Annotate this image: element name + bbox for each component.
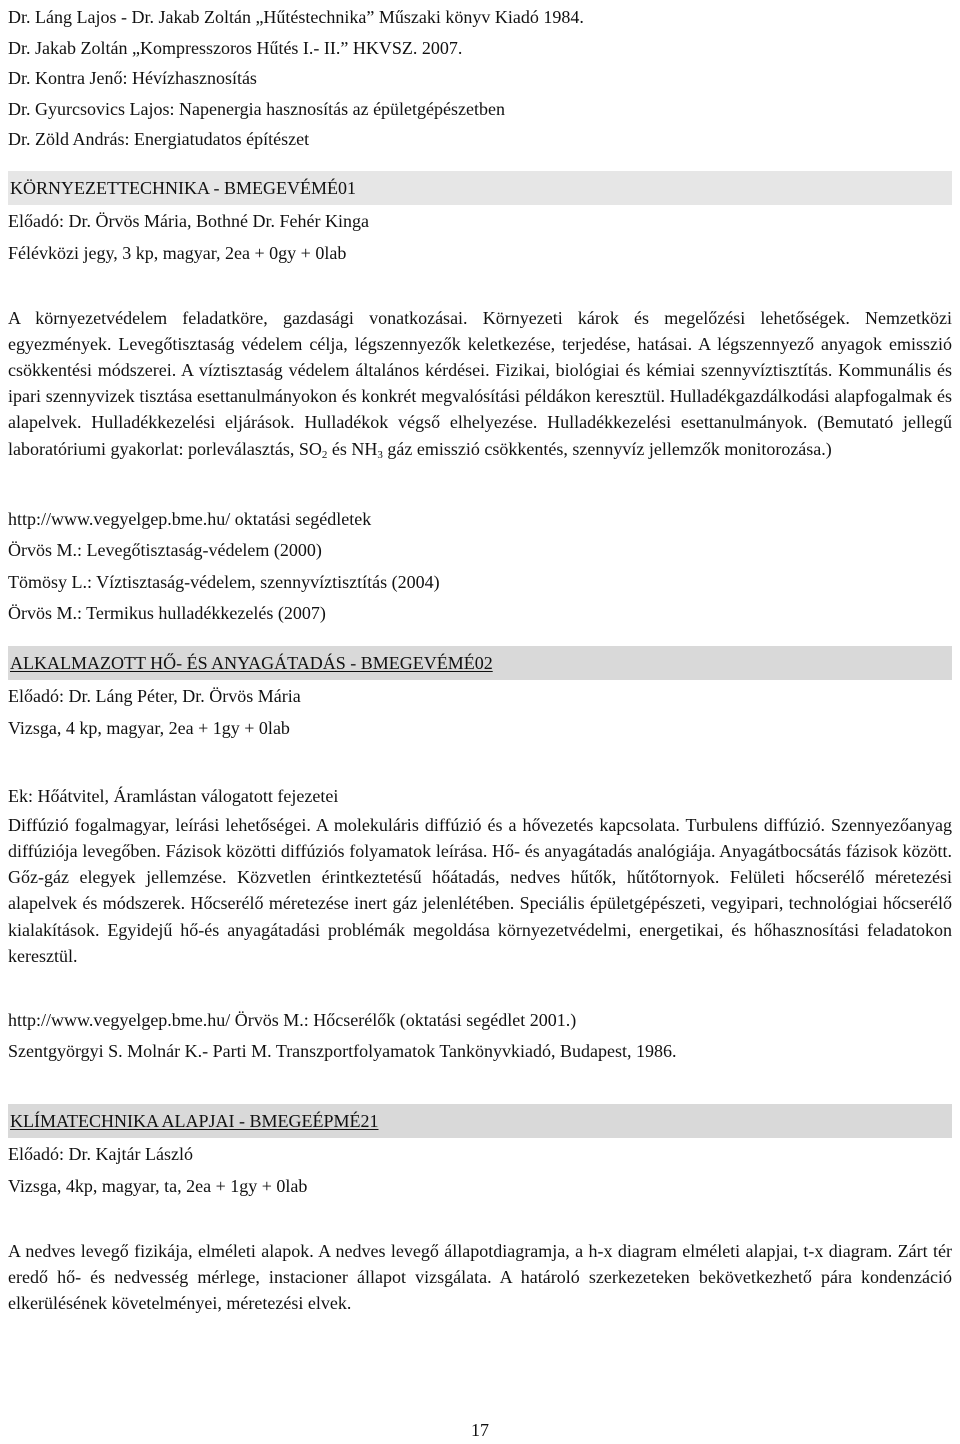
course-lecturer: Előadó: Dr. Láng Péter, Dr. Örvös Mária	[8, 685, 301, 706]
top-references	[8, 0, 952, 155]
reference-line: http://www.vegyelgep.bme.hu/ oktatási segédletek	[8, 508, 372, 529]
reference-line: Dr. Kontra Jenő: Hévízhasznosítás	[8, 68, 257, 88]
course-title: ALKALMAZOTT HŐ- ÉS ANYAGÁTADÁS - BMEGEVÉMÉ02	[8, 646, 952, 680]
reference-line: http://www.vegyelgep.bme.hu/ Örvös M.: Hőcserélők (oktatási segédlet 2001.)	[8, 1009, 577, 1030]
course-prerequisites: Ek: Hőátvitel, Áramlástan válogatott fejezetei	[8, 785, 339, 806]
course-description: A nedves levegő fizikája, elméleti alapok. A nedves levegő állapotdiagramja, a h-x diagram elméleti alapjai, t-x diagram. Zárt tér eredő hő- és nedvesség mérlege, instacioner állapot vizsgálata. A határoló szerkezeteken bekövetkezhető pára kondenzáció elkerülésének követelményei, méretezési elvek.	[8, 1240, 952, 1314]
reference-line: Örvös M.: Termikus hulladékkezelés (2007)	[8, 603, 326, 624]
course-section-2	[8, 646, 952, 1068]
course-info: Vizsga, 4 kp, magyar, 2ea + 1gy + 0lab	[8, 717, 290, 738]
page-number: 17	[471, 1420, 489, 1440]
reference-line: Örvös M.: Levegőtisztaság-védelem (2000)	[8, 540, 322, 561]
reference-line: Tömösy L.: Víztisztaság-védelem, szennyvíztisztítás (2004)	[8, 571, 440, 592]
course-description: A környezetvédelem feladatköre, gazdasági vonatkozásai. Környezeti károk és megelőzési lehetőségek. Nemzetközi egyezmények. Levegőtisztaság védelem célja, légszennyezők keletkezése, terjedése, hatásai. A légszennyező anyagok emisszió csökkentési módszerei. A víztisztaság védelem általános kérdései. Fizikai, biológiai és kémiai szennyvíztisztítás. Kommunális és ipari szennyvizek tisztása esettanulmányokon és konkrét megvalósítási példákon keresztül. Hulladékgazdálkodási alapfogalmak és alapelvek. Hulladékkezelési eljárások. Hulladékok végső elhelyezése. Hulladékkezelési esettanulmányok. (Bemutató jellegű laboratóriumi gyakorlat: porleválasztás, $SO_2$ és $NH_3$ gáz emisszió csökkentés, szennyvíz jellemzők monitorozása.)	[8, 307, 952, 461]
course-title: KÖRNYEZETTECHNIKA - BMEGEVÉMÉ01	[8, 171, 952, 205]
course-description: Diffúzió fogalmagyar, leírási lehetőségei. A molekuláris diffúzió és a hővezetés kapcsolata. Turbulens diffúzió. Szennyezőanyag diffúziója levegőben. Fázisok közötti diffúziós folyamatok leírása. Hő- és anyagátadás analógiája. Anyagátbocsátás fázisok között. Gőz-gáz elegyek jellemzése. Közvetlen érintkeztetésű hőátadás, nedves hűtők, hűtőtornyok. Felületi hőcserélő méretezési alapelvek és módszerek. Hőcserélő méretezése inert gáz jelenlétében. Speciális épületgépészeti, vegyipari, technológiai hőcserélő kialakítások. Egyidejű hő-és anyagátadási problémák megoldása környezetvédelmi, energetikai, és hőhasznosítási feladatokon keresztül.	[8, 814, 952, 966]
course-title: KLÍMATECHNIKA ALAPJAI - BMEGEÉPMÉ21	[8, 1104, 952, 1138]
reference-line: Szentgyörgyi S. Molnár K.- Parti M. Transzportfolyamatok Tankönyvkiadó, Budapest, 1986.	[8, 1041, 677, 1062]
course-section-3	[8, 1104, 952, 1317]
reference-line: Dr. Láng Lajos - Dr. Jakab Zoltán „Hűtéstechnika” Műszaki könyv Kiadó 1984.	[8, 7, 584, 27]
course-section-1	[8, 171, 952, 630]
course-lecturer: Előadó: Dr. Kajtár László	[8, 1143, 193, 1164]
document-page	[8, 0, 952, 1317]
reference-line: Dr. Gyurcsovics Lajos: Napenergia hasznosítás az épületgépészetben	[8, 98, 505, 119]
reference-line: Dr. Jakab Zoltán „Kompresszoros Hűtés I.- II.” HKVSZ. 2007.	[8, 37, 463, 58]
reference-line: Dr. Zöld András: Energiatudatos építészet	[8, 129, 310, 149]
course-info: Félévközi jegy, 3 kp, magyar, 2ea + 0gy + 0lab	[8, 242, 347, 263]
course-info: Vizsga, 4kp, magyar, ta, 2ea + 1gy + 0lab	[8, 1175, 308, 1196]
course-lecturer: Előadó: Dr. Örvös Mária, Bothné Dr. Fehér Kinga	[8, 210, 369, 231]
